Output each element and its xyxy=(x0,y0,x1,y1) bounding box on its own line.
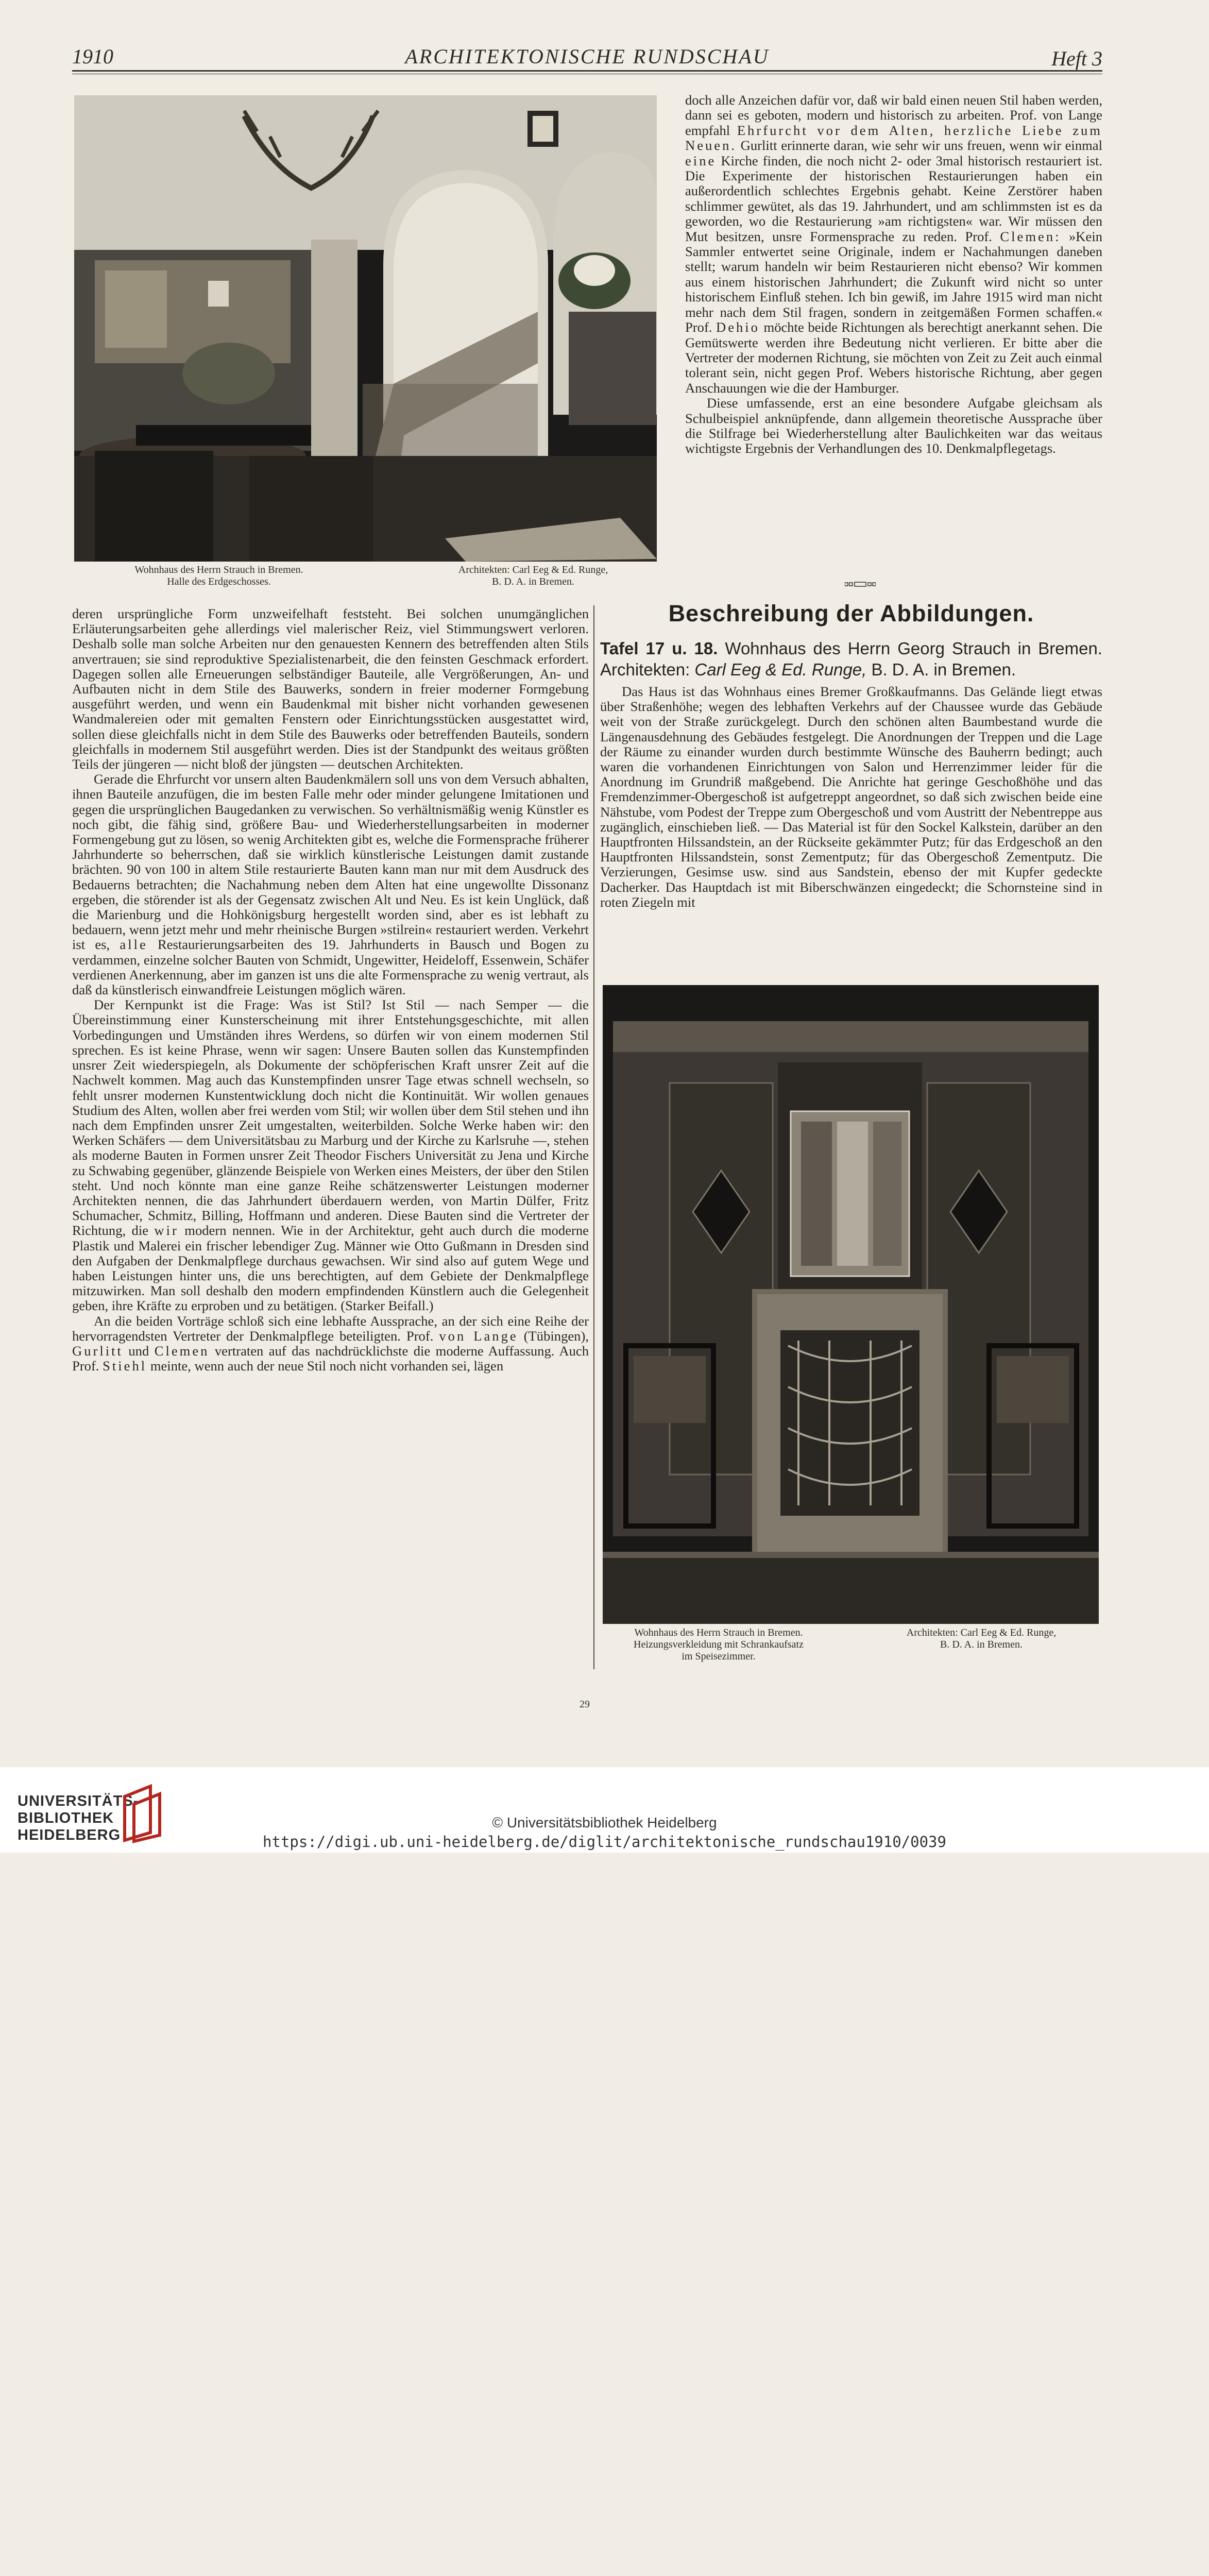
text-column-right-mid xyxy=(600,684,1102,910)
tafel-line: Tafel 17 u. 18. Wohnhaus des Herrn Georg Strauch in Bremen. Architekten: Carl Eeg & Ed. Runge, B. D. A. in Bremen. xyxy=(600,639,1103,679)
caption-top-right: Architekten: Carl Eeg & Ed. Runge, B. D. A. in Bremen. xyxy=(458,564,608,587)
paragraph: Das Haus ist das Wohnhaus eines Bremer Großkaufmanns. Das Gelände liegt etwas über Straßenhöhe; wegen des lebhaften Verkehrs auf der Chaussee wurde das Gebäude weit von der Straße zurückgelegt. Durch den schönen alten Baumbestand wurde die Längenausdehnung des Gebäudes festgelegt. Die Anordnungen der Treppen und die Lage der Räume zu einander wurden durch bestimmte Wünsche des Bauherrn bedingt; auch waren die vorhandenen Einrichtungen von Salon und Herrenzimmer leider für die Anordnung im Grundriß maßgebend. Die Anrichte hat geringe Geschoßhöhe und das Fremdenzimmer-Obergeschoß ist aufgetreppt angeordnet, so daß sich zwischen beide eine Nähstube, vom Podest der Treppe zum Obergeschoß und vom Austritt der Nebentreppe aus zugänglich, einschieben ließ. — Das Material ist für den Sockel Kalkstein, darüber an den Hauptfronten Hilssandstein, an der Rückseite gekämmter Putz; für das Erdgeschoß an den Hauptfronten Hilssandstein, sonst Zementputz; für das Obergeschoß Zementputz. Die Verzierungen, Gesimse usw. sind aus Sandstein, ebenso der mit Kupfer gedeckte Dacherker. Das Hauptdach ist mit Biberschwänzen eingedeckt; die Schornsteine sind in roten Ziegeln mit xyxy=(600,684,1102,910)
library-name: UNIVERSITÄTS- BIBLIOTHEK HEIDELBERG xyxy=(18,1793,139,1843)
paragraph: deren ursprüngliche Form unzweifelhaft feststeht. Bei solchen unumgänglichen Erläuterungsarbeiten gehe allerdings viel malerischer Reiz, viel Stimmungswert verloren. Deshalb solle man solche Arbeiten nur den genauesten Kennern des betreffenden alten Stils anvertrauen; sie sind reproduktive Spezialistenarbeit, die den feinsten Geschmack erfordert. Dagegen sollen alle Erneuerungen selbständiger Bauteile, alle Vergrößerungen, An- und Aufbauten nicht in dem Stile des Bauwerks, sondern in freier moderner Formgebung ausgeführt werden, und wenn ein Baudenkmal mit bisher nicht vorhanden gewesenen Wandmalereien oder mit gemalten Fenstern oder Einrichtungsstücken ausgestattet wird, sollen diese gleichfalls nicht in dem Stile des Bauwerks oder betreffenden Bauteils, sondern gleichfalls in modernem Stil ausgeführt werden. Dies ist der Standpunkt des weitaus größten Teils der jüngeren — nicht bloß der jüngsten — deutschen Architekten. xyxy=(72,606,589,772)
text-column-left xyxy=(72,606,589,1374)
photo-dining-room xyxy=(603,985,1099,1624)
caption-bottom-right: Architekten: Carl Eeg & Ed. Runge, B. D. A. in Bremen. xyxy=(906,1627,1057,1650)
page-number: 29 xyxy=(580,1699,590,1710)
running-head xyxy=(72,41,1102,70)
paragraph: Der Kernpunkt ist die Frage: Was ist Stil? Ist Stil — nach Semper — die Übereinstimmung einer Kunsterscheinung mit ihrer Entstehungsgeschichte, mit allen Vorbedingungen und Umständen ihres Werdens, so dürfen wir von einem modernen Stil sprechen. Es ist keine Phrase, wenn wir sagen: Unsere Bauten sollen das Kunstempfinden unsrer Zeit wiederspiegeln, als Dokumente der schöpferischen Kraft unsrer Zeit auf die Nachwelt kommen. Mag auch das Kunstempfinden unsrer Tage etwas schnell wechseln, so fehlt unsrer modernen Kunstentwicklung doch nicht die Kontinuität. Wir wollen genaues Studium des Alten, wollen aber frei werden vom Stil; wir wollen über dem Stil stehen und ihn nach dem Empfinden unsrer Zeit umgestalten, weiterbilden. Solche Werke haben wir: den Werken Schäfers — dem Universitätsbau zu Marburg und der Kirche zu Karlsruhe —, stehen als moderne Bauten in Formen unsrer Zeit Theodor Fischers Universität zu Jena und Kirche zu Schwabing gegenüber, glänzende Beispiele von Werken eines Meisters, der über den Stilen steht. Und noch könnte man eine ganze Reihe schätzenswerter Leistungen moderner Architekten nennen, die das Jahrhundert überdauern werden, von Martin Dülfer, Fritz Schumacher, Schmitz, Billing, Hoffmann und anderen. Diese Bauten sind die Vertreter der Richtung, die wir modern nennen. Wie in der Architektur, geht auch durch die moderne Plastik und Malerei ein frischer lebendiger Zug. Männer wie Otto Gußmann in Dresden sind den Aufgaben der Denkmalpflege durchaus gewachsen. Wir sind also auf gutem Wege und haben Leistungen hinter uns, die uns berechtigten, auf dem Gebiete der Denkmalpflege mitzuwirken. Man soll deshalb den modern empfindenden Künstlern auch die Gelegenheit geben, ihre Kräfte zu erproben und zu betätigen. (Starker Beifall.) xyxy=(72,997,589,1314)
column-divider xyxy=(593,605,594,1669)
header-rule xyxy=(72,70,1102,72)
header-year: 1910 xyxy=(72,45,113,68)
paragraph: doch alle Anzeichen dafür vor, daß wir bald einen neuen Stil haben werden, dann sei es geboten, modern und historisch zu arbeiten. Prof. von Lange empfahl Ehrfurcht vor dem Alten, herzliche Liebe zum Neuen. Gurlitt erinnerte daran, wie sehr wir uns freuen, wenn wir einmal eine Kirche finden, die noch nicht 2- oder 3mal historisch restauriert ist. Die Experimente der historischen Restaurierungen haben ein außerordentlich schlechtes Ergebnis gehabt. Keine Zerstörer haben schlimmer gewütet, als das 19. Jahrhundert, und am schlimmsten ist es da geworden, wo die Restaurierung »am richtigsten« war. Wir müssen den Mut besitzen, unsre Formensprache zu reden. Prof. Clemen: »Kein Sammler entwertet seine Originale, indem er Nachahmungen daneben stellt; warum handeln wir beim Restaurieren nicht ebenso? Wir kommen aus einem historischen Jahrhundert; die Zukunft wird nicht so unter historischem Einfluß stehen. Ich bin gewiß, im Jahre 1915 wird man nicht mehr nach dem Stil fragen, sondern in zeitgemäßen Formen schaffen.« Prof. Dehio möchte beide Richtungen als berechtigt anerkannt sehen. Die Gemütswerte werden ihre Bedeutung nicht verlieren. Er bitte aber die Vertreter der modernen Richtung, sie möchten von Zeit zu Zeit auch einmal tolerant sein, nicht gegen Prof. Webers historische Richtung, aber gegen Anschauungen wie die der Hamburger. xyxy=(685,92,1103,396)
section-heading: Beschreibung der Abbildungen. xyxy=(668,600,1034,626)
paragraph: An die beiden Vorträge schloß sich eine lebhafte Aussprache, an der sich eine Reihe der hervorragendsten Vertreter der Denkmalpflege beteiligten. Prof. von Lange (Tübingen), Gurlitt und Clemen vertraten auf das nachdrücklichste die moderne Auffassung. Auch Prof. Stiehl meinte, wenn auch der neue Stil noch nicht vorhanden sei, lägen xyxy=(72,1313,589,1374)
copyright-notice: © Universitätsbibliothek Heidelberg xyxy=(492,1815,717,1831)
photo-hall xyxy=(74,95,657,562)
header-issue: Heft 3 xyxy=(1051,47,1102,70)
caption-bottom-left: Wohnhaus des Herrn Strauch in Bremen. Heizungsverkleidung mit Schrankaufsatz im Speisezimmer. xyxy=(634,1627,804,1662)
text-column-right-top xyxy=(685,93,1102,456)
caption-top-left: Wohnhaus des Herrn Strauch in Bremen. Halle des Erdgeschosses. xyxy=(134,564,303,587)
paragraph: Diese umfassende, erst an eine besondere Aufgabe gleichsam als Schulbeispiel anknüpfende, dann allgemein theoretische Aussprache über die Stilfrage bei Wiederherstellung alter Baulichkeiten war das weitaus wichtigste Ergebnis der Verhandlungen des 10. Denkmalpflegetags. xyxy=(685,395,1102,456)
journal-title: ARCHITEKTONISCHE RUNDSCHAU xyxy=(405,45,770,68)
page-url-link[interactable]: https://digi.ub.uni-heidelberg.de/diglit/architektonische_rundschau1910/0039 xyxy=(263,1833,946,1851)
section-ornament-icon xyxy=(845,581,876,587)
paragraph: Gerade die Ehrfurcht vor unsern alten Baudenkmälern soll uns von dem Versuch abhalten, ihnen Bauteile anzufügen, die im besten Falle mehr oder minder gelungene Imitationen und gegen die ursprünglichen Baugedanken zu verwischen. So verhältnismäßig wenig Künstler es noch gibt, die fähig sind, größere Bau- und Wiederherstellungsarbeiten in moderner Formengebung gut zu lösen, so wenig Architekten gibt es, welche die Formensprache früherer Jahrhunderte so beherrschen, daß sie wirklich künstlerische Leistungen damit zustande brächten. 90 von 100 in altem Stile restaurierte Bauten kann man nur mit dem Ausdruck des Bedauerns betrachten; die Nachahmung neben dem Alten hat eine ungewollte Dissonanz ergeben, die störender ist als der Gegensatz zwischen Alt und Neu. Es ist kein Unglück, daß die Marienburg und die Hohkönigsburg hergestellt worden sind, aber es ist lebhaft zu bedauern, wenn jetzt mehr und mehr rheinische Burgen »stilrein« restauriert werden. Verkehrt ist es, alle Restaurierungsarbeiten des 19. Jahrhunderts in Bausch und Bogen zu verdammen, einzelne solcher Bauten von Schmidt, Ungewitter, Heideloff, Essenwein, Schäfer verdienen Anerkennung, aber im ganzen ist uns die alte Formensprache zu wenig vertraut, als daß da künstlerisch einwandfreie Leistungen möglich wären. xyxy=(72,771,589,998)
